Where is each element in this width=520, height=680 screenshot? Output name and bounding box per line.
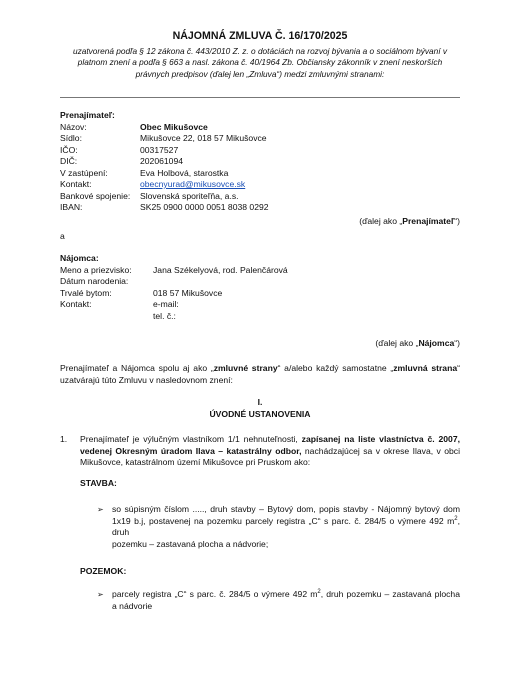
divider bbox=[60, 97, 460, 98]
clause-1-line-2 bbox=[80, 446, 460, 458]
pozemok-line-1 bbox=[112, 589, 460, 601]
stavba-line-2 bbox=[112, 516, 460, 539]
clause-1-text-2: nachádzajúcej sa v okrese Ilava, v obci bbox=[301, 445, 460, 456]
landlord-label-iban: IBAN: bbox=[60, 202, 83, 212]
tenant-row-address bbox=[60, 288, 460, 300]
landlord-label-ico: IČO: bbox=[60, 144, 78, 155]
landlord-value-bank: Slovenská sporiteľňa, a.s. bbox=[140, 190, 239, 201]
parties-term-2: zmluvná strana bbox=[393, 363, 458, 373]
landlord-row-iban bbox=[60, 202, 460, 214]
tenant-value-address: 018 57 Mikušovce bbox=[153, 287, 223, 298]
section-number: I. bbox=[257, 397, 263, 407]
tenant-alias bbox=[60, 338, 460, 350]
clause-1-line-3: Mikušovce, katastrálnom území Mikušovce pri Pruskom ako: bbox=[80, 457, 311, 467]
landlord-row-name bbox=[60, 122, 460, 134]
stavba-line-1: so súpisným číslom ....., druh stavby – Bytový dom, popis stavby - Nájomný bytový dom bbox=[112, 504, 460, 514]
connector-text: a bbox=[60, 231, 65, 241]
pozemok-line-1-end: , druh pozemku – zastavaná plocha bbox=[320, 589, 460, 599]
stavba-heading: STAVBA: bbox=[80, 478, 117, 488]
landlord-row-contact bbox=[60, 179, 460, 191]
contract-title: NÁJOMNÁ ZMLUVA Č. 16/170/2025 bbox=[172, 30, 348, 42]
landlord-heading: Prenajímateľ: bbox=[60, 110, 115, 120]
landlord-value-iban: SK25 0900 0000 0051 8038 0292 bbox=[140, 202, 269, 212]
pozemok-line-2: a nádvorie bbox=[112, 600, 153, 611]
alias-suffix: “) bbox=[454, 338, 460, 348]
tenant-row-birth bbox=[60, 276, 460, 288]
pozemok-heading: POZEMOK: bbox=[80, 566, 127, 576]
alias-term: Nájomca bbox=[418, 338, 455, 348]
landlord-label-contact: Kontakt: bbox=[60, 179, 92, 189]
tenant-value-phone: tel. č.: bbox=[153, 310, 176, 321]
landlord-label-dic: DIČ: bbox=[60, 156, 78, 166]
landlord-value-dic: 202061094 bbox=[140, 156, 184, 166]
landlord-row-seat bbox=[60, 133, 460, 145]
landlord-value-ico: 00317527 bbox=[140, 144, 179, 155]
alias-suffix: “) bbox=[454, 216, 460, 226]
clause-number: 1. bbox=[60, 434, 68, 444]
landlord-email-link[interactable]: obecnyurad@mikusovce.sk bbox=[140, 179, 246, 189]
contract-subtitle: uzatvorená podľa § 12 zákona č. 443/2010 Z. z. o dotáciách na rozvoj bývania a o sociálnom bývaní v platnom znení a podľa § 663 a nasl. zákona č. 40/1964 Zb. Občiansky zákonník v znení neskorších právnych predpisov (ďalej len „Zmluva“) medzi zmluvnými stranami: bbox=[72, 46, 448, 79]
tenant-label-contact: Kontakt: bbox=[60, 299, 92, 309]
clause-1-bold-1: zapísanej na liste vlastníctva č. 2007, bbox=[301, 434, 461, 444]
parties-line-1 bbox=[60, 363, 460, 375]
pozemok-line-1-text: parcely registra „C“ s parc. č. 284/5 o výmere 492 m bbox=[112, 589, 318, 599]
tenant-row-contact bbox=[60, 299, 460, 311]
tenant-label-name: Meno a priezvisko: bbox=[60, 264, 132, 275]
tenant-label-birth: Dátum narodenia: bbox=[60, 276, 129, 286]
tenant-row-phone bbox=[60, 311, 460, 323]
tenant-row-name bbox=[60, 265, 460, 277]
stavba-line-3: pozemku – zastavaná plocha a nádvorie; bbox=[112, 538, 269, 549]
stavba-line-2-sup: 2 bbox=[454, 515, 458, 522]
clause-1-text-1: Prenajímateľ je výlučným vlastníkom 1/1 nehnuteľnosti, bbox=[80, 434, 302, 444]
landlord-row-ico bbox=[60, 145, 460, 157]
parties-text-1: Prenajímateľ a Nájomca spolu aj ako „ bbox=[60, 363, 214, 373]
landlord-row-representative bbox=[60, 168, 460, 180]
landlord-label-seat: Sídlo: bbox=[60, 133, 82, 143]
landlord-row-bank bbox=[60, 191, 460, 203]
parties-paragraph bbox=[60, 363, 460, 386]
tenant-label-address: Trvalé bytom: bbox=[60, 287, 112, 298]
bullet-arrow-icon: ➢ bbox=[97, 590, 104, 599]
landlord-label-representative: V zastúpení: bbox=[60, 167, 108, 178]
parties-text-3: “ bbox=[457, 363, 460, 373]
clause-1-bold-2: vedenej Okresným úradom Ilava – katastrálny odbor, bbox=[80, 445, 302, 456]
tenant-value-name: Jana Székelyová, rod. Palenčárová bbox=[153, 264, 288, 275]
stavba-description bbox=[112, 504, 460, 550]
section-title: ÚVODNÉ USTANOVENIA bbox=[209, 408, 311, 419]
parties-line-2: uzatvárajú túto Zmluvu v nasledovnom znení: bbox=[60, 374, 233, 385]
bullet-arrow-icon: ➢ bbox=[97, 505, 104, 514]
clause-1-text bbox=[80, 434, 460, 469]
landlord-value-representative: Eva Holbová, starostka bbox=[140, 167, 229, 178]
parties-text-2: “ a/alebo každý samostatne „ bbox=[277, 363, 394, 373]
landlord-alias bbox=[60, 216, 460, 228]
pozemok-description bbox=[112, 589, 460, 612]
stavba-line-2-end: , druh bbox=[112, 515, 460, 537]
parties-term-1: zmluvné strany bbox=[213, 363, 278, 373]
tenant-heading: Nájomca: bbox=[60, 253, 99, 263]
landlord-label-name: Názov: bbox=[60, 121, 87, 132]
clause-1-line-1 bbox=[80, 434, 460, 446]
landlord-label-bank: Bankové spojenie: bbox=[60, 190, 131, 201]
alias-term: Prenajímateľ bbox=[402, 216, 455, 226]
tenant-value-email: e-mail: bbox=[153, 299, 179, 309]
alias-prefix: (ďalej ako „ bbox=[375, 338, 419, 348]
stavba-line-2-text: 1x19 b.j, postavenej na pozemku parcely registra „C“ s parc. č. 284/5 o výmere 492 m bbox=[112, 515, 455, 526]
landlord-value-name: Obec Mikušovce bbox=[140, 121, 208, 132]
pozemok-line-1-sup: 2 bbox=[317, 589, 321, 596]
alias-prefix: (ďalej ako „ bbox=[359, 216, 403, 226]
landlord-row-dic bbox=[60, 156, 460, 168]
landlord-value-seat: Mikušovce 22, 018 57 Mikušovce bbox=[140, 133, 267, 143]
